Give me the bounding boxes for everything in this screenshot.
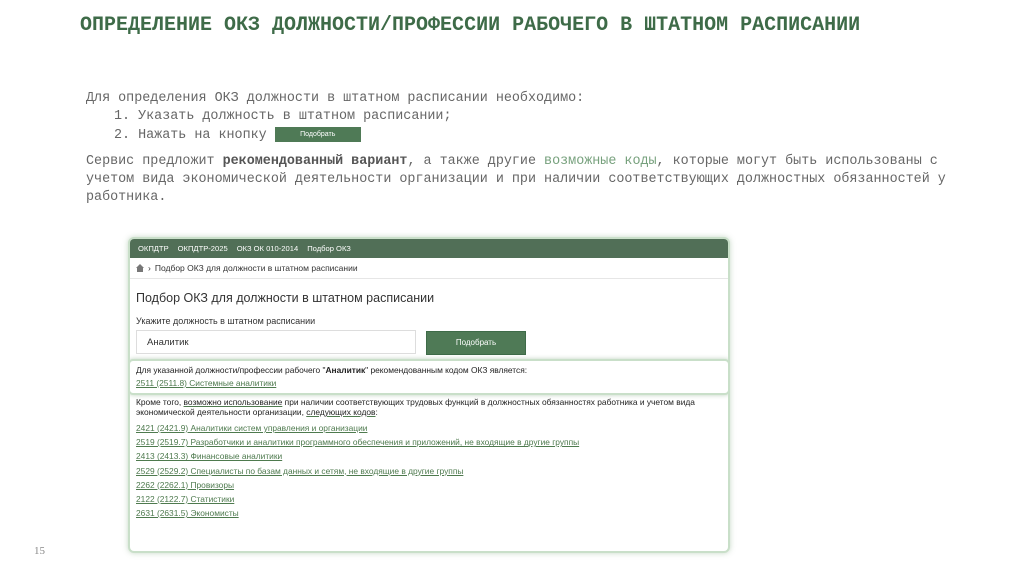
code-link[interactable]: 2529 (2529.2) Специалисты по базам данных и сетям, не входящие в другие группы xyxy=(136,465,464,476)
codes-list xyxy=(136,421,579,520)
step-2-text: 2. Нажать на кнопку xyxy=(114,128,267,144)
other-e: : xyxy=(375,407,378,417)
home-icon[interactable] xyxy=(136,264,144,268)
position-input[interactable]: Аналитик xyxy=(136,330,416,354)
position-input-label: Укажите должность в штатном расписании xyxy=(136,316,316,326)
other-codes-text xyxy=(136,397,716,417)
inline-select-button: Подобрать xyxy=(275,127,361,142)
para-suffix: , которые могут быть использованы с учетом вида экономической деятельности организации и при наличии соответствующих должностных обязанностей у работника. xyxy=(86,154,946,205)
para-bold: рекомендованный вариант xyxy=(222,154,408,169)
nav-item-okpdtr-2025[interactable]: ОКПДТР-2025 xyxy=(177,244,228,253)
rec-suffix: " рекомендованным кодом ОКЗ является: xyxy=(365,365,528,375)
code-link[interactable]: 2413 (2413.3) Финансовые аналитики xyxy=(136,451,283,462)
code-link[interactable]: 2421 (2421.9) Аналитики систем управления и организации xyxy=(136,423,368,433)
service-paragraph xyxy=(86,153,966,207)
select-button[interactable]: Подобрать xyxy=(426,331,526,355)
code-link[interactable]: 2262 (2262.1) Провизоры xyxy=(136,479,235,490)
other-b: возможно использование xyxy=(183,397,283,407)
code-link[interactable]: 2631 (2631.5) Экономисты xyxy=(136,508,239,519)
para-middle: , а также другие xyxy=(407,154,545,169)
code-link[interactable]: 2519 (2519.7) Разработчики и аналитики программного обеспечения и приложений, не входящие в другие группы xyxy=(136,437,580,448)
other-a: Кроме того, xyxy=(136,397,184,407)
nav-item-okz-select[interactable]: Подбор ОКЗ xyxy=(307,244,351,253)
step-2 xyxy=(114,127,994,146)
top-nav xyxy=(130,239,728,258)
other-d: следующих кодов xyxy=(306,407,376,417)
breadcrumb xyxy=(130,258,728,279)
chevron-right-icon: › xyxy=(148,263,151,273)
step-1: 1. Указать должность в штатном расписании; xyxy=(114,109,452,124)
intro-text: Для определения ОКЗ должности в штатном расписании необходимо: xyxy=(86,91,585,106)
service-screenshot xyxy=(128,237,730,553)
steps-list xyxy=(114,108,994,146)
rec-position: Аналитик xyxy=(325,365,366,375)
rec-prefix: Для указанной должности/профессии рабочего " xyxy=(136,365,326,375)
para-link: возможные коды xyxy=(544,154,657,169)
code-link[interactable]: 2122 (2122.7) Статистики xyxy=(136,493,235,504)
page-number: 15 xyxy=(34,545,45,557)
page-heading: Подбор ОКЗ для должности в штатном расписании xyxy=(136,291,435,305)
breadcrumb-current: Подбор ОКЗ для должности в штатном расписании xyxy=(154,263,358,273)
recommended-code-link[interactable]: 2511 (2511.8) Системные аналитики xyxy=(136,378,277,388)
recommended-text xyxy=(136,365,527,375)
other-c: при наличии соответствующих трудовых функций в должностных обязанностях работника и учетом вида экономической деятельности организации, xyxy=(136,397,695,417)
nav-item-okz[interactable]: ОКЗ ОК 010-2014 xyxy=(236,244,299,253)
nav-item-okpdtr[interactable]: ОКПДТР xyxy=(138,244,169,253)
para-prefix: Сервис предложит xyxy=(86,154,223,169)
slide-title: ОПРЕДЕЛЕНИЕ ОКЗ ДОЛЖНОСТИ/ПРОФЕССИИ РАБОЧЕГО В ШТАТНОМ РАСПИСАНИИ xyxy=(80,14,861,37)
recommended-box xyxy=(128,359,730,395)
